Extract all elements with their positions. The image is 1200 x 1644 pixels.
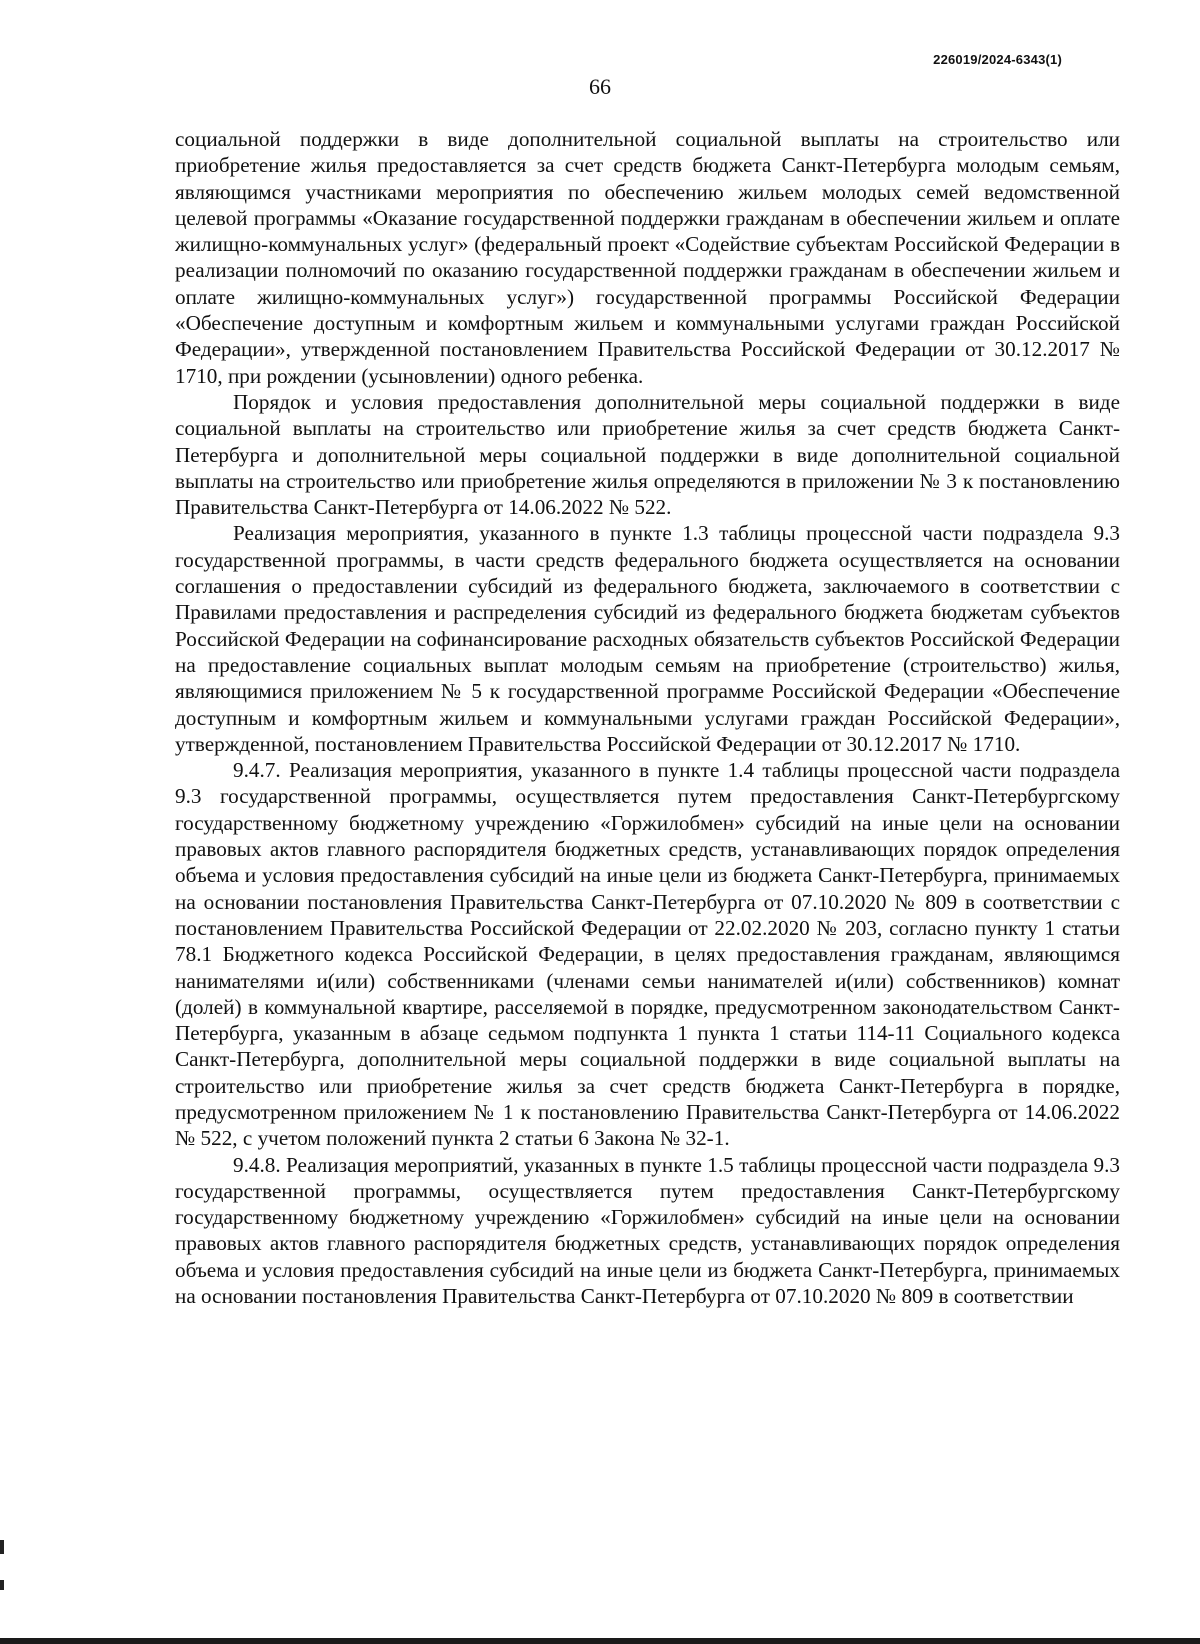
paragraph: Реализация мероприятия, указанного в пункте 1.3 таблицы процессной части подраздела 9.3 государственной программы, в части средств федерального бюджета осуществляется на основании соглашения о предоставлении субсидий из федерального бюджета, заключаемого в соответствии с Правилами предоставления и распределения субсидий из федерального бюджета бюджетам субъектов Российской Федерации на софинансирование расходных обязательств субъектов Российской Федерации на предоставление социальных выплат молодым семьям на приобретение (строительство) жилья, являющимися приложением № 5 к государственной программе Российской Федерации «Обеспечение доступным и комфортным жильем и коммунальными услугами граждан Российской Федерации», утвержденной, постановлением Правительства Российской Федерации от 30.12.2017 № 1710. — [175, 521, 1120, 756]
scan-bottom-edge — [0, 1638, 1200, 1644]
document-id: 226019/2024-6343(1) — [933, 52, 1062, 67]
paragraph-continuation: социальной поддержки в виде дополнительной социальной выплаты на строительство или приобретение жилья предоставляется за счет средств бюджета Санкт-Петербурга молодым семьям, являющимся участниками мероприятия по обеспечению жильем молодых семей ведомственной целевой программы «Оказание государственной поддержки гражданам в обеспечении жильем и оплате жилищно-коммунальных услуг» (федеральный проект «Содействие субъектам Российской Федерации в реализации полномочий по оказанию государственной поддержки гражданам в обеспечении жильем и оплате жилищно-коммунальных услуг») государственной программы Российской Федерации «Обеспечение доступным и комфортным жильем и коммунальными услугами граждан Российской Федерации», утвержденной постановлением Правительства Российской Федерации от 30.12.2017 № 1710, при рождении (усыновлении) одного ребенка. — [175, 127, 1120, 388]
paragraph: Порядок и условия предоставления дополнительной меры социальной поддержки в виде социальной выплаты на строительство или приобретение жилья за счет средств бюджета Санкт-Петербурга и дополнительной меры социальной поддержки в виде дополнительной социальной выплаты на строительство или приобретение жилья определяются в приложении № 3 к постановлению Правительства Санкт-Петербурга от 14.06.2022 № 522. — [175, 389, 1120, 520]
paragraph-section-9-4-8: 9.4.8. Реализация мероприятий, указанных в пункте 1.5 таблицы процессной части подраздела 9.3 государственной программы, осуществляется путем предоставления Санкт-Петербургскому государственному бюджетному учреждению «Горжилобмен» субсидий на иные цели на основании правовых актов главного распорядителя бюджетных средств, устанавливающих порядок определения объема и условия предоставления субсидий на иные цели из бюджета Санкт-Петербурга, принимаемых на основании постановления Правительства Санкт-Петербурга от 07.10.2020 № 809 в соответствии — [175, 1152, 1120, 1309]
scan-margin-mark — [0, 1580, 4, 1590]
page-number: 66 — [589, 74, 611, 99]
paragraph-section-9-4-7: 9.4.7. Реализация мероприятия, указанного в пункте 1.4 таблицы процессной части подраздела 9.3 государственной программы, осуществляется путем предоставления Санкт-Петербургскому государственному бюджетному учреждению «Горжилобмен» субсидий на иные цели на основании правовых актов главного распорядителя бюджетных средств, устанавливающих порядок определения объема и условия предоставления субсидий на иные цели из бюджета Санкт-Петербурга, принимаемых на основании постановления Правительства Санкт-Петербурга от 07.10.2020 № 809 в соответствии с постановлением Правительства Российской Федерации от 22.02.2020 № 203, согласно пункту 1 статьи 78.1 Бюджетного кодекса Российской Федерации, в целях предоставления гражданам, являющимся нанимателями и(или) собственниками (членами семьи нанимателей и(или) собственников) комнат (долей) в коммунальной квартире, расселяемой в порядке, предусмотренном законодательством Санкт-Петербурга, указанным в абзаце седьмом подпункта 1 пункта 1 статьи 114-11 Социального кодекса Санкт-Петербурга, дополнительной меры социальной поддержки в виде социальной выплаты на строительство или приобретение жилья за счет средств бюджета Санкт-Петербурга в порядке, предусмотренном приложением № 1 к постановлению Правительства Санкт-Петербурга от 14.06.2022 № 522, с учетом положений пункта 2 статьи 6 Закона № 32-1. — [175, 758, 1120, 1151]
document-body — [175, 126, 1120, 1309]
scan-margin-mark — [0, 1540, 4, 1554]
